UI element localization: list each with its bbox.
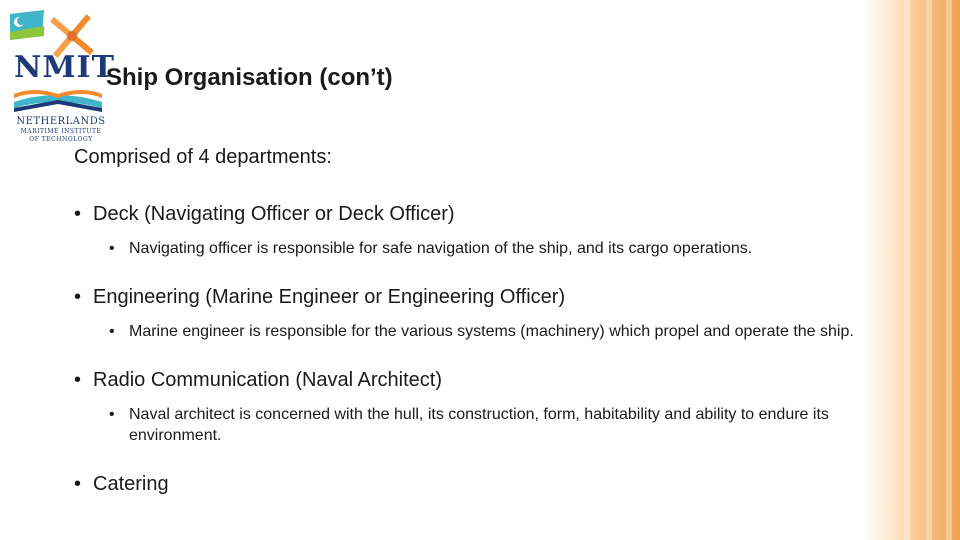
decorative-right-band: [864, 0, 960, 540]
bullet-icon: •: [109, 406, 115, 423]
department-item-radio: [74, 369, 864, 392]
department-heading: Engineering (Marine Engineer or Engineering Officer): [93, 286, 566, 308]
intro-text: Comprised of 4 departments:: [74, 146, 332, 168]
department-detail-radio: [74, 404, 864, 446]
department-detail: Navigating officer is responsible for safe navigation of the ship, and its cargo operations.: [129, 240, 753, 257]
department-item-catering: [74, 473, 864, 496]
department-heading: Deck (Navigating Officer or Deck Officer): [93, 203, 455, 225]
band-stripe: [946, 0, 952, 540]
logo-subtitle-line2: MARITIME INSTITUTE: [20, 128, 102, 135]
band-stripe: [926, 0, 932, 540]
band-stripe: [904, 0, 910, 540]
bullet-icon: •: [74, 473, 82, 495]
bullet-icon: •: [74, 286, 82, 308]
bullet-icon: •: [109, 240, 115, 257]
bullet-icon: •: [74, 203, 82, 225]
department-heading: Radio Communication (Naval Architect): [93, 369, 443, 391]
logo-wordmark: NMIT: [14, 50, 115, 85]
department-item-deck: [74, 203, 864, 226]
logo-subtitle-line3: OF TECHNOLOGY: [29, 136, 93, 143]
nmit-logo: [6, 6, 115, 143]
slide-body: [74, 146, 864, 508]
department-item-engineering: [74, 286, 864, 309]
department-detail-deck: [74, 238, 864, 259]
bullet-icon: •: [74, 369, 82, 391]
department-detail: Marine engineer is responsible for the various systems (machinery) which propel and operate the ship.: [129, 323, 854, 340]
slide-title: Ship Organisation (con’t): [106, 64, 393, 91]
department-detail: Naval architect is concerned with the hull, its construction, form, habitability and ability to endure its environment.: [129, 406, 829, 444]
bullet-icon: •: [109, 323, 115, 340]
department-detail-engineering: [74, 321, 864, 342]
logo-subtitle: NETHERLANDS: [16, 116, 106, 127]
department-heading: Catering: [93, 473, 169, 495]
